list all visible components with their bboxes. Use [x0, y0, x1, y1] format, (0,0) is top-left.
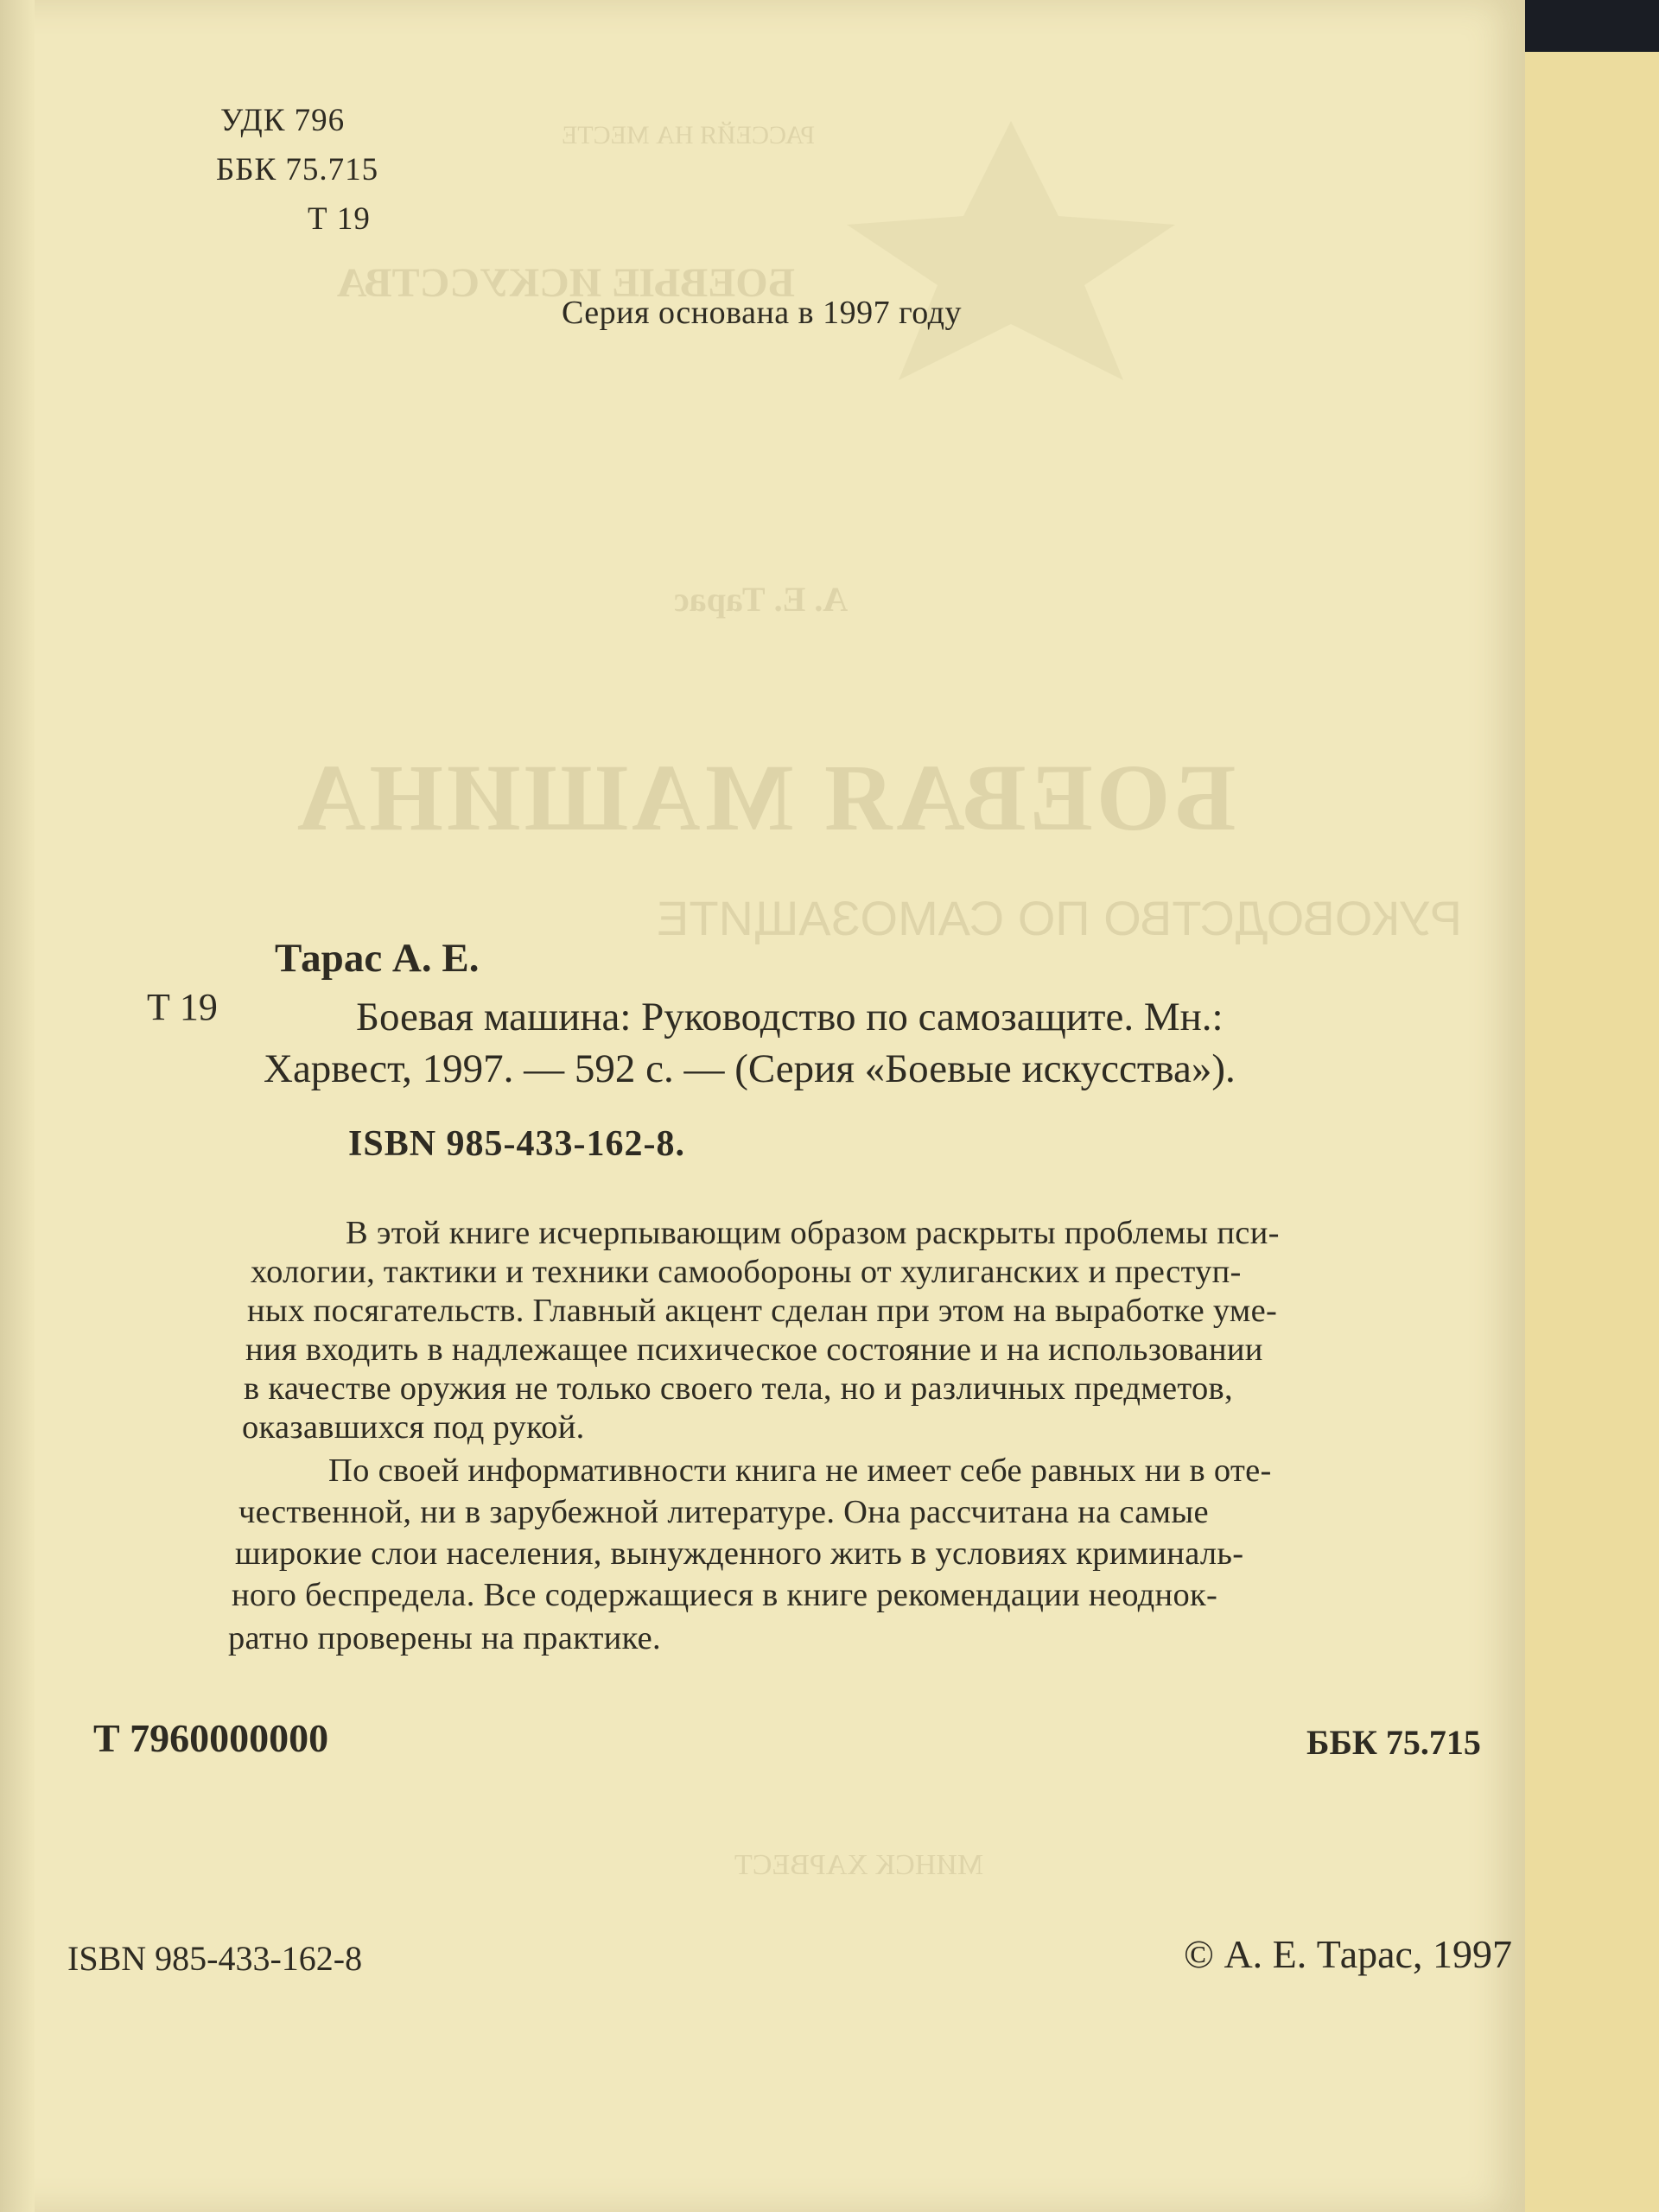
star-logo-icon	[812, 112, 1210, 389]
show-through-author: А. Е. Тарас	[674, 580, 849, 619]
show-through-title: БОЕВАЯ МАШИНА	[294, 745, 1236, 850]
show-through-city: МИНСК ХАРВЕСТ	[734, 1849, 984, 1881]
show-through-subtitle: РУКОВОДСТВО ПО САМОЗАЩИТЕ	[657, 891, 1463, 945]
annotation-line: чественной, ни в зарубежной литературе. Она рассчитана на самые	[238, 1494, 1209, 1530]
annotation-line: ного беспредела. Все содержащиеся в книге рекомендации неоднок-	[232, 1577, 1218, 1613]
annotation-line: ратно проверены на практике.	[228, 1620, 661, 1656]
annotation-line: оказавшихся под рукой.	[242, 1409, 585, 1446]
udk-code: УДК 796	[220, 103, 346, 138]
annotation-line: По своей информативности книга не имеет себе равных ни в оте-	[328, 1452, 1272, 1489]
annotation-line: в качестве оружия не только своего тела, но и различных предметов,	[244, 1370, 1233, 1407]
page-gutter	[0, 0, 35, 2212]
annotation-line: ных посягательств. Главный акцент сделан при этом на выработке уме-	[247, 1293, 1278, 1329]
annotation-line: ния входить в надлежащее психическое состояние и на использовании	[245, 1332, 1263, 1368]
catalog-title-line: Боевая машина: Руководство по самозащите. Мн.:	[356, 995, 1224, 1039]
show-through-series-top: РАССЕЙЯ НА МЕСТЕ	[562, 121, 816, 149]
bbk-code: ББК 75.715	[216, 152, 379, 188]
catalog-isbn: ISBN 985-433-162-8.	[348, 1124, 686, 1164]
series-note: Серия основана в 1997 году	[562, 295, 962, 331]
catalog-imprint-line: Харвест, 1997. — 592 с. — (Серия «Боевые искусства»).	[264, 1046, 1236, 1091]
author-mark: Т 19	[308, 201, 371, 237]
catalog-number: Т 7960000000	[93, 1716, 329, 1760]
footer-bbk: ББК 75.715	[1306, 1723, 1481, 1762]
annotation-line: В этой книге исчерпывающим образом раскрыты проблемы пси-	[346, 1215, 1280, 1251]
annotation-line: широкие слои населения, вынужденного жить в условиях криминаль-	[235, 1535, 1244, 1572]
catalog-author-mark: Т 19	[147, 986, 218, 1028]
copyright-notice: © А. Е. Тарас, 1997	[1184, 1932, 1512, 1976]
annotation-line: хологии, тактики и техники самообороны от хулиганских и преступ-	[251, 1254, 1242, 1290]
footer-isbn: ISBN 985-433-162-8	[67, 1939, 363, 1978]
catalog-author: Тарас А. Е.	[275, 936, 480, 981]
show-through-series-name: БОЕВЫЕ ИСКУССТВА	[337, 260, 795, 306]
